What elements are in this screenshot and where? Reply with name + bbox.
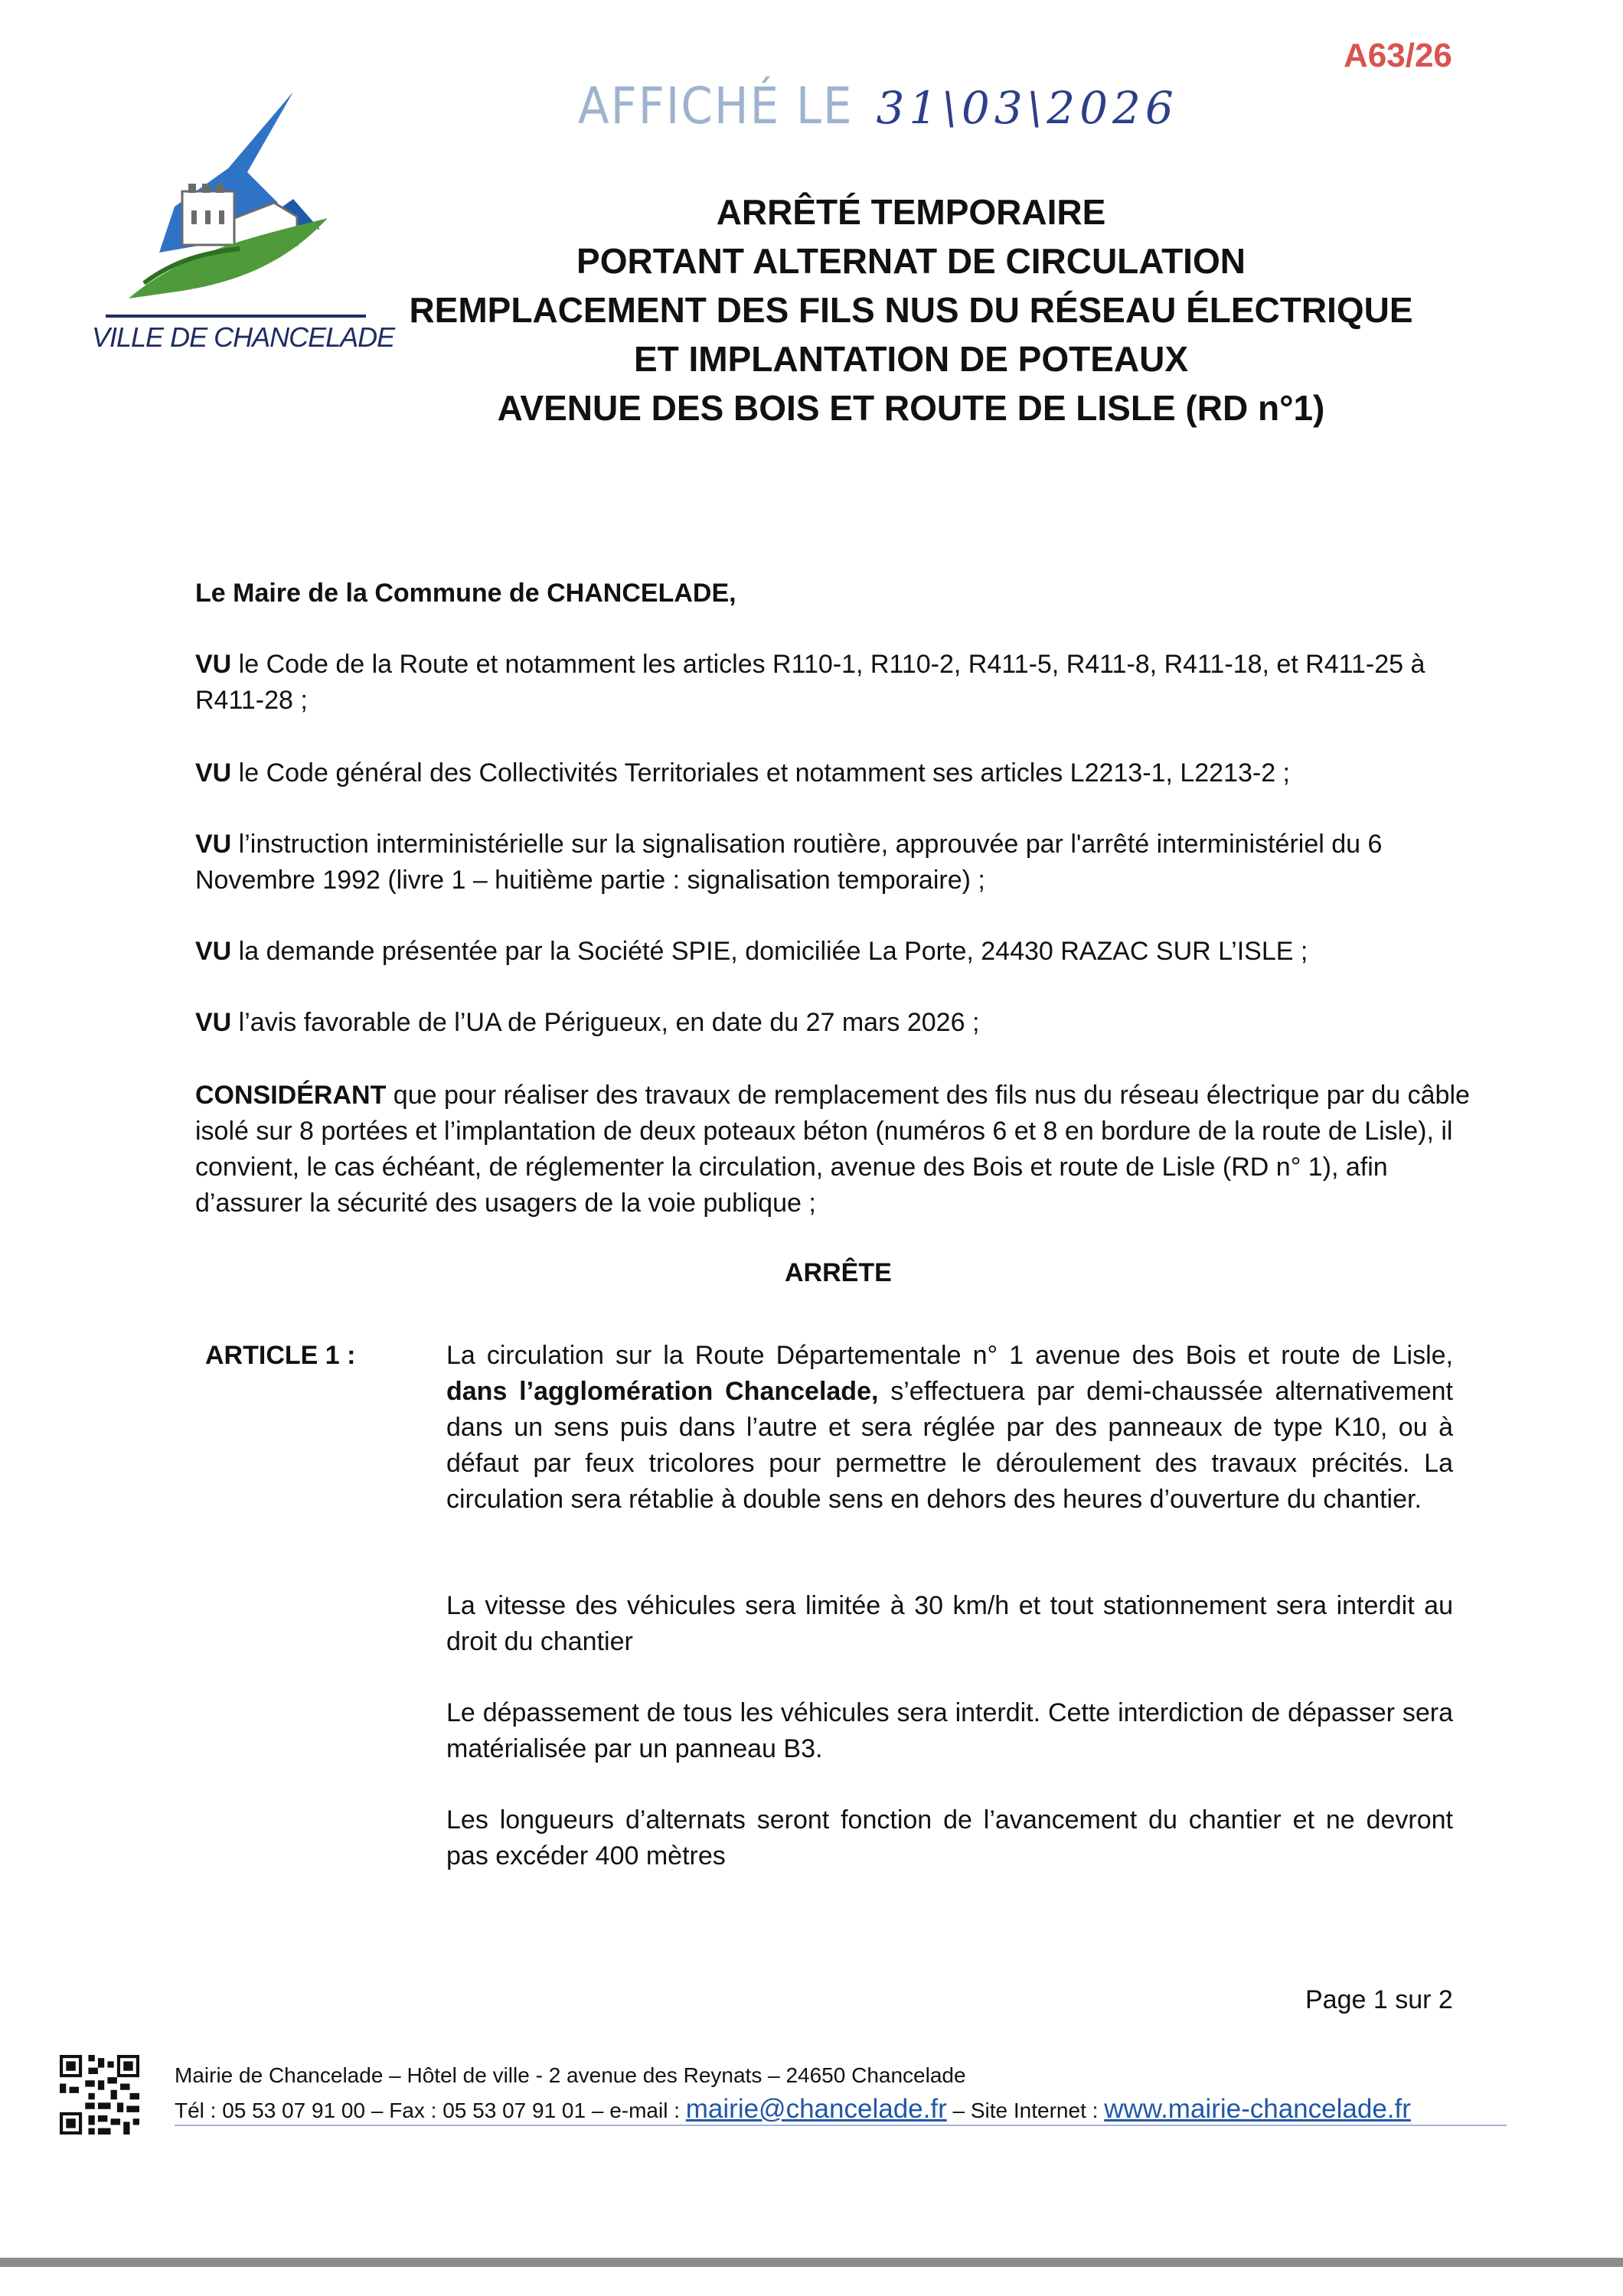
footer-website-link[interactable]: www.mairie-chancelade.fr xyxy=(1104,2094,1411,2124)
footer-phone-fax: Tél : 05 53 07 91 00 – Fax : 05 53 07 91 01 – e-mail : xyxy=(175,2099,686,2122)
vu-text: l’instruction interministérielle sur la signalisation routière, approuvée par l'arrêté interministériel du 6 Novembre 1992 (livre 1 – huitième partie : signalisation temporaire) ; xyxy=(195,830,1383,895)
scan-edge-bar xyxy=(0,2258,1623,2267)
document-title xyxy=(306,188,1516,432)
article-1-length-paragraph: Les longueurs d’alternats seront fonction de l’avancement du chantier et ne devront pas excéder 400 mètres xyxy=(446,1805,1453,1870)
footer-contact xyxy=(175,2059,1411,2128)
vu-label: VU xyxy=(195,937,232,966)
arrete-heading: ARRÊTE xyxy=(785,1258,892,1287)
qr-code-icon xyxy=(60,2055,139,2135)
article-1-label: ARTICLE 1 : xyxy=(205,1341,356,1370)
title-line: REMPLACEMENT DES FILS NUS DU RÉSEAU ÉLECTRIQUE xyxy=(409,290,1413,330)
article-text: s’effectuera par demi-chaussée alternativement dans un sens puis dans l’autre et sera réglée par des panneaux de type K10, ou à défaut par feux tricolores pour permettre le déroulement des travaux précités. La circulation sera rétablie à double sens en dehors des heures d’ouverture du chantier. xyxy=(446,1377,1454,1514)
footer-contact-line xyxy=(175,2092,1411,2128)
article-1-speed-paragraph: La vitesse des véhicules sera limitée à 30 km/h et tout stationnement sera interdit au droit du chantier xyxy=(446,1591,1453,1656)
mayor-heading: Le Maire de la Commune de CHANCELADE, xyxy=(195,579,736,608)
vu-text: l’avis favorable de l’UA de Périgueux, en date du 27 mars 2026 ; xyxy=(231,1008,980,1037)
vu-text: le Code de la Route et notamment les articles R110-1, R110-2, R411-5, R411-8, R411-18, et R411-25 à R411-28 ; xyxy=(195,650,1425,715)
footer-divider xyxy=(175,2125,1507,2126)
vu-paragraph xyxy=(195,1005,1474,1041)
vu-paragraph xyxy=(195,827,1474,899)
vu-label: VU xyxy=(195,758,232,788)
footer-email-link[interactable]: mairie@chancelade.fr xyxy=(685,2094,947,2124)
article-1-paragraph xyxy=(446,1338,1453,1518)
vu-label: VU xyxy=(195,830,232,859)
title-line: ARRÊTÉ TEMPORAIRE xyxy=(716,192,1106,232)
vu-text: la demande présentée par la Société SPIE, domiciliée La Porte, 24430 RAZAC SUR L’ISLE ; xyxy=(231,937,1308,966)
vu-paragraph xyxy=(195,647,1474,719)
stamp-date: 31\03\2026 xyxy=(876,82,1178,134)
considerant-text: que pour réaliser des travaux de remplacement des fils nus du réseau électrique par du câble isolé sur 8 portées et l’implantation de deux poteaux béton (numéros 6 et 8 en bordure de la route de Lisle), il convient, le cas échéant, de réglementer la circulation, avenue des Bois et route de Lisle (RD n° 1), afin d’assurer la sécurité des usagers de la voie publique ; xyxy=(195,1081,1470,1218)
vu-label: VU xyxy=(195,650,232,679)
article-1-overtaking-paragraph: Le dépassement de tous les véhicules sera interdit. Cette interdiction de dépasser sera matérialisée par un panneau B3. xyxy=(446,1698,1453,1763)
vu-paragraph xyxy=(195,755,1474,791)
title-line: AVENUE DES BOIS ET ROUTE DE LISLE (RD n°1) xyxy=(497,388,1325,428)
article-bold-text: dans l’agglomération Chancelade, xyxy=(446,1377,879,1406)
title-line: PORTANT ALTERNAT DE CIRCULATION xyxy=(576,241,1246,281)
footer-site-label: – Site Internet : xyxy=(946,2099,1105,2122)
city-logo-text: VILLE DE CHANCELADE xyxy=(92,321,395,353)
stamp-label: AFFICHÉ LE xyxy=(578,77,854,135)
vu-text: le Code général des Collectivités Territoriales et notamment ses articles L2213-1, L2213-2 ; xyxy=(231,758,1290,788)
page-number: Page 1 sur 2 xyxy=(1305,1985,1453,2014)
display-stamp xyxy=(578,77,1178,135)
title-line: ET IMPLANTATION DE POTEAUX xyxy=(633,339,1189,379)
document-reference: A63/26 xyxy=(1344,37,1452,74)
vu-label: VU xyxy=(195,1008,232,1037)
footer-address: Mairie de Chancelade – Hôtel de ville - 2 avenue des Reynats – 24650 Chancelade xyxy=(175,2063,966,2087)
considerant-label: CONSIDÉRANT xyxy=(195,1081,387,1110)
article-text: La circulation sur la Route Départementale n° 1 avenue des Bois et route de Lisle, xyxy=(446,1341,1453,1370)
vu-paragraph xyxy=(195,934,1474,970)
considerant-paragraph xyxy=(195,1078,1474,1221)
